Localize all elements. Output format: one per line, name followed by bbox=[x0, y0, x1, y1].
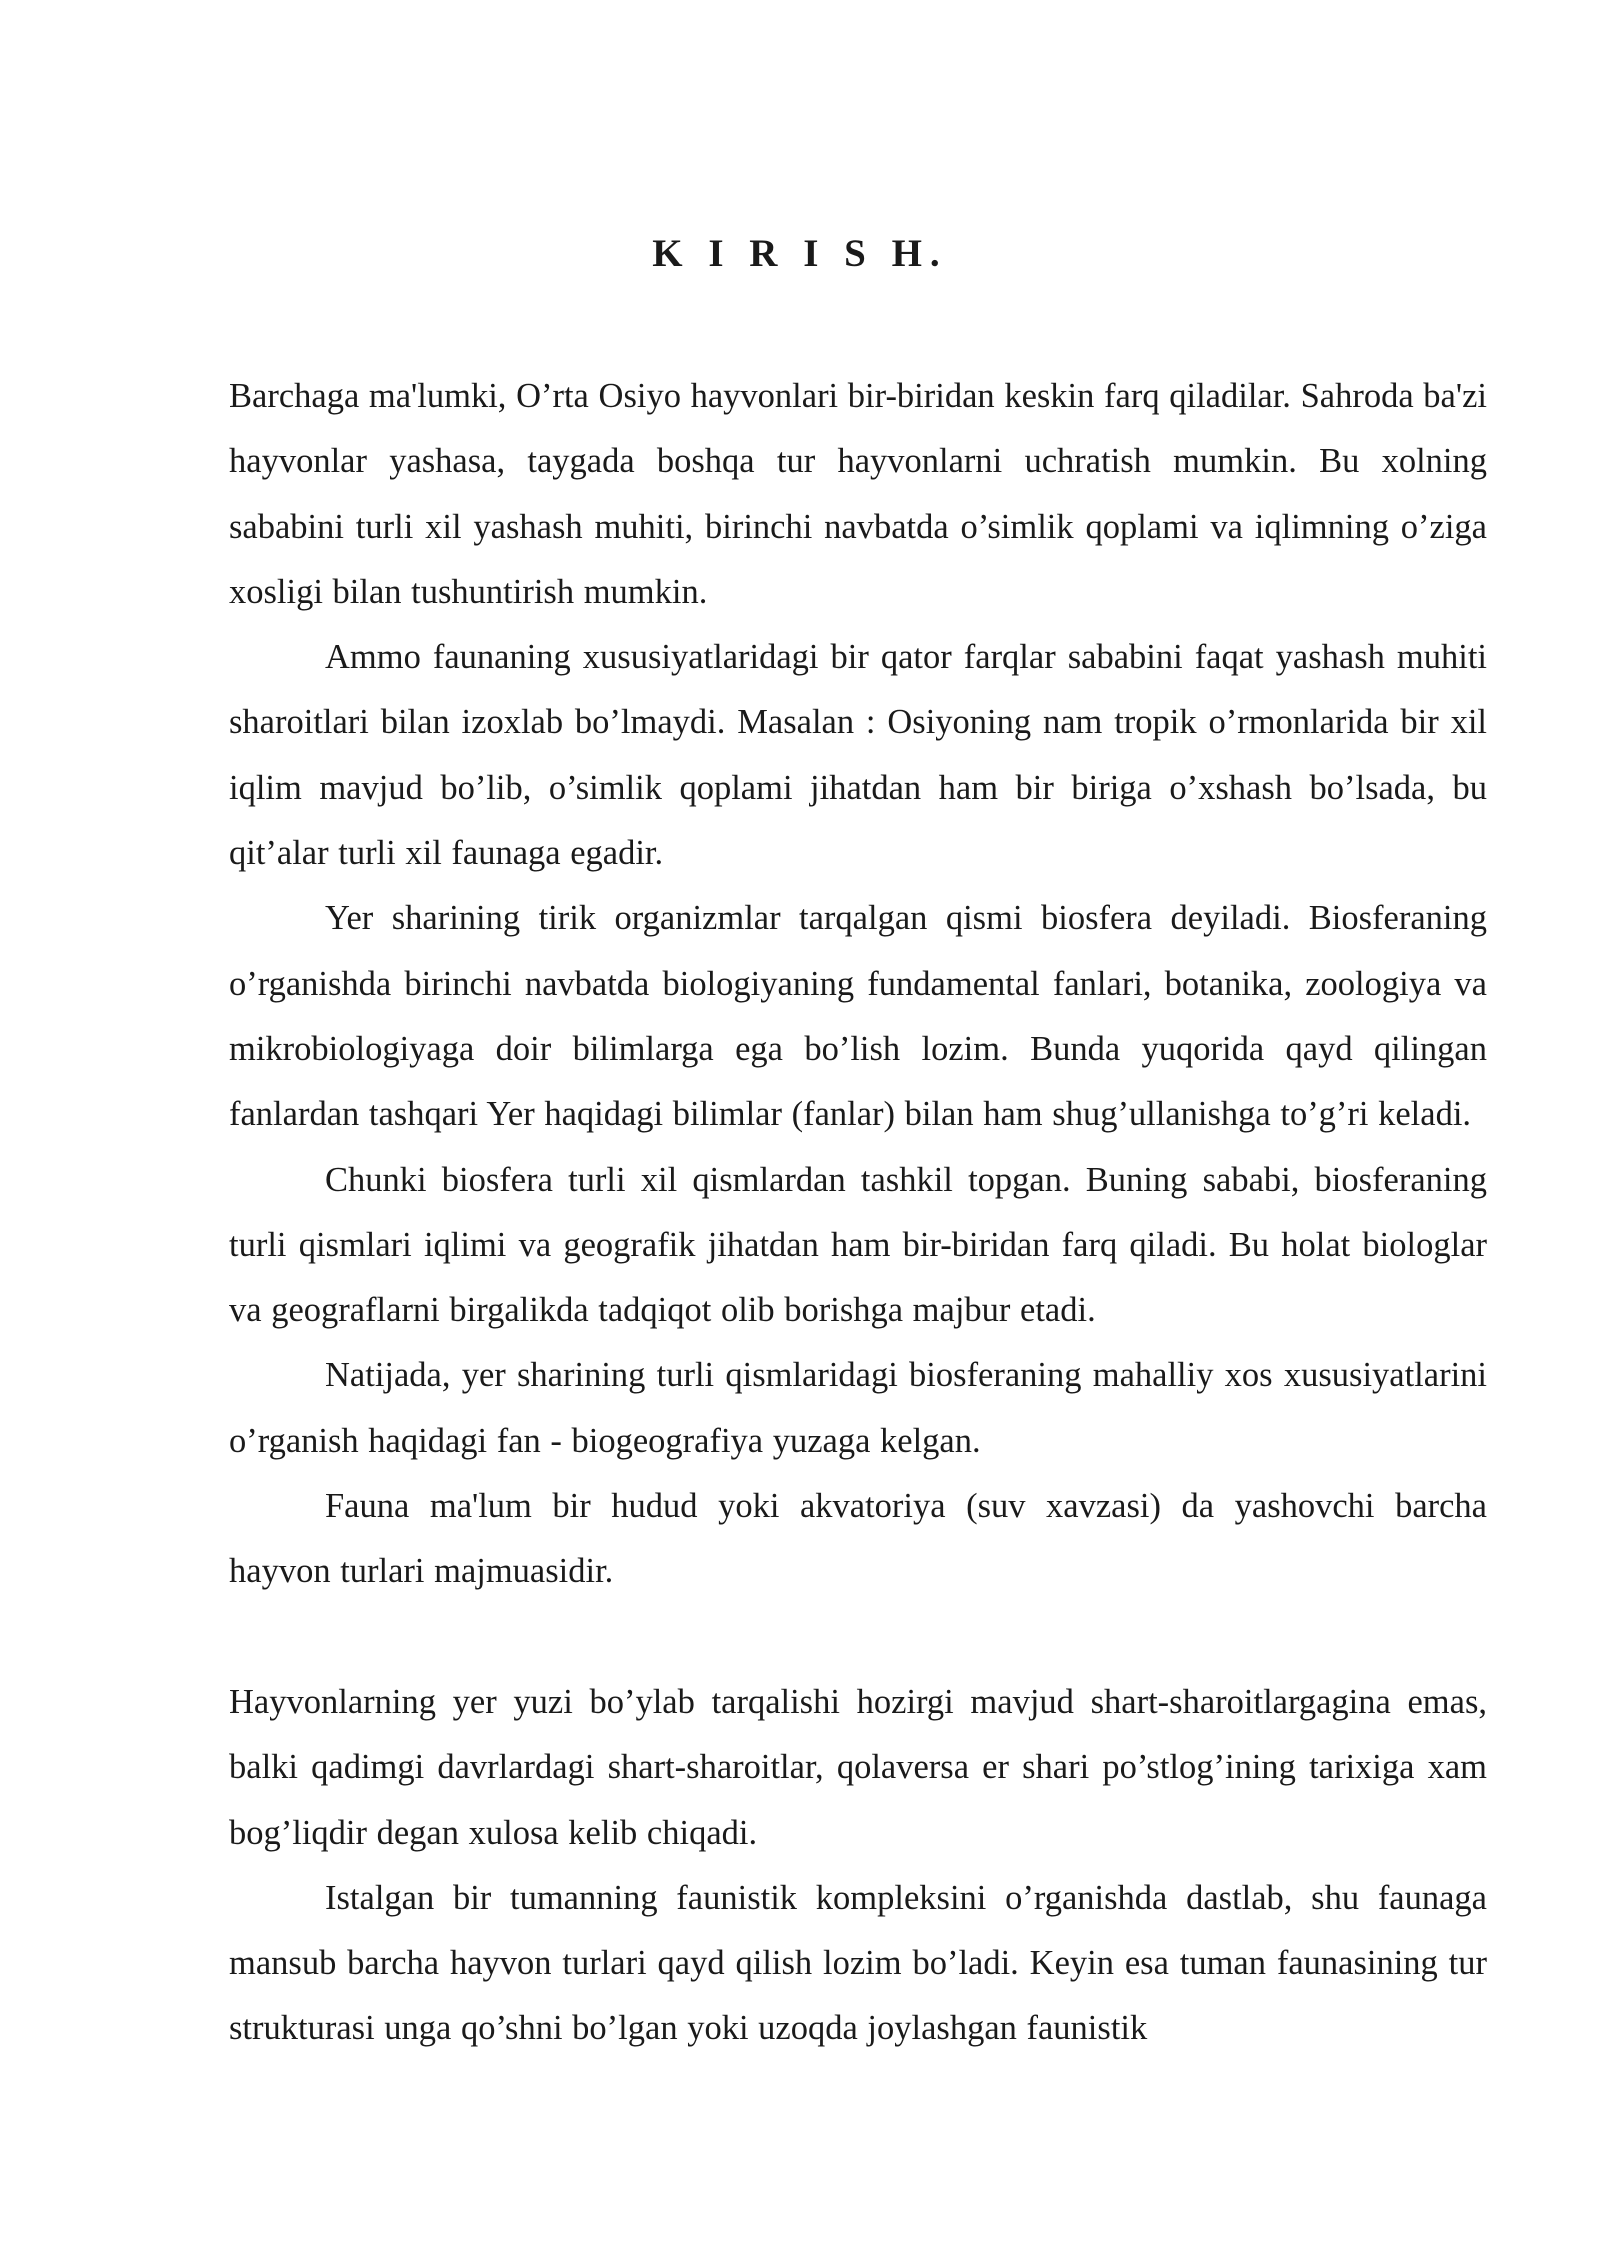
paragraph-biogeography: Natijada, yer sharining turli qismlaridagi biosferaning mahalliy xos xususiyatlarini o’rganish haqidagi fan - biogeografiya yuzaga kelgan. bbox=[229, 1356, 1487, 1460]
paragraph-biosphere-parts: Chunki biosfera turli xil qismlardan tashkil topgan. Buning sababi, biosferaning turli qismlari iqlimi va geografik jihatdan ham bir-biridan farq qiladi. Bu holat biologlar va geograflarni birgalikda tadqiqot olib borishga majbur etadi. bbox=[229, 1160, 1487, 1330]
page-title: K I R I S H. bbox=[652, 232, 948, 275]
paragraph-fauna-differences: Ammo faunaning xususiyatlaridagi bir qator farqlar sababini faqat yashash muhiti sharoitlari bilan izoxlab bo’lmaydi. Masalan : Osiyoning nam tropik o’rmonlarida bir xil iqlim mavjud bo’lib, o’simlik qoplami jihatdan ham bir biriga o’xshash bo’lsada, bu qit’alar turli xil faunaga egadir. bbox=[229, 638, 1487, 873]
paragraph-faunistic-complex: Istalgan bir tumanning faunistik kompleksini o’rganishda dastlab, shu faunaga mansub barcha hayvon turlari qayd qilish lozim bo’ladi. Keyin esa tuman faunasining tur strukturasi unga qo’shni bo’lgan yoki uzoqda joylashgan faunistik bbox=[229, 1878, 1487, 2048]
document-body bbox=[229, 364, 1487, 2062]
paragraph-biosphere: Yer sharining tirik organizmlar tarqalgan qismi biosfera deyiladi. Biosferaning o’rganishda birinchi navbatda biologiyaning fundamental fanlari, botanika, zoologiya va mikrobiologiyaga doir bilimlarga ega bo’lish lozim. Bunda yuqorida qayd qilingan fanlardan tashqari Yer haqidagi bilimlar (fanlar) bilan ham shug’ullanishga to’g’ri keladi. bbox=[229, 899, 1487, 1134]
paragraph-fauna-definition: Fauna ma'lum bir hudud yoki akvatoriya (suv xavzasi) da yashovchi barcha hayvon turlari majmuasidir. bbox=[229, 1487, 1487, 1591]
paragraph-distribution: Hayvonlarning yer yuzi bo’ylab tarqalishi hozirgi mavjud shart-sharoitlargagina emas, balki qadimgi davrlardagi shart-sharoitlar, qolaversa er shari po’stlog’ining tarixiga xam bog’liqdir degan xulosa kelib chiqadi. bbox=[229, 1682, 1487, 1852]
paragraph-intro: Barchaga ma'lumki, O’rta Osiyo hayvonlari bir-biridan keskin farq qiladilar. Sahroda ba'zi hayvonlar yashasa, taygada boshqa tur hayvonlarni uchratish mumkin. Bu xolning sababini turli xil yashash muhiti, birinchi navbatda o’simlik qoplami va iqlimning o’ziga xosligi bilan tushuntirish mumkin. bbox=[229, 377, 1487, 611]
